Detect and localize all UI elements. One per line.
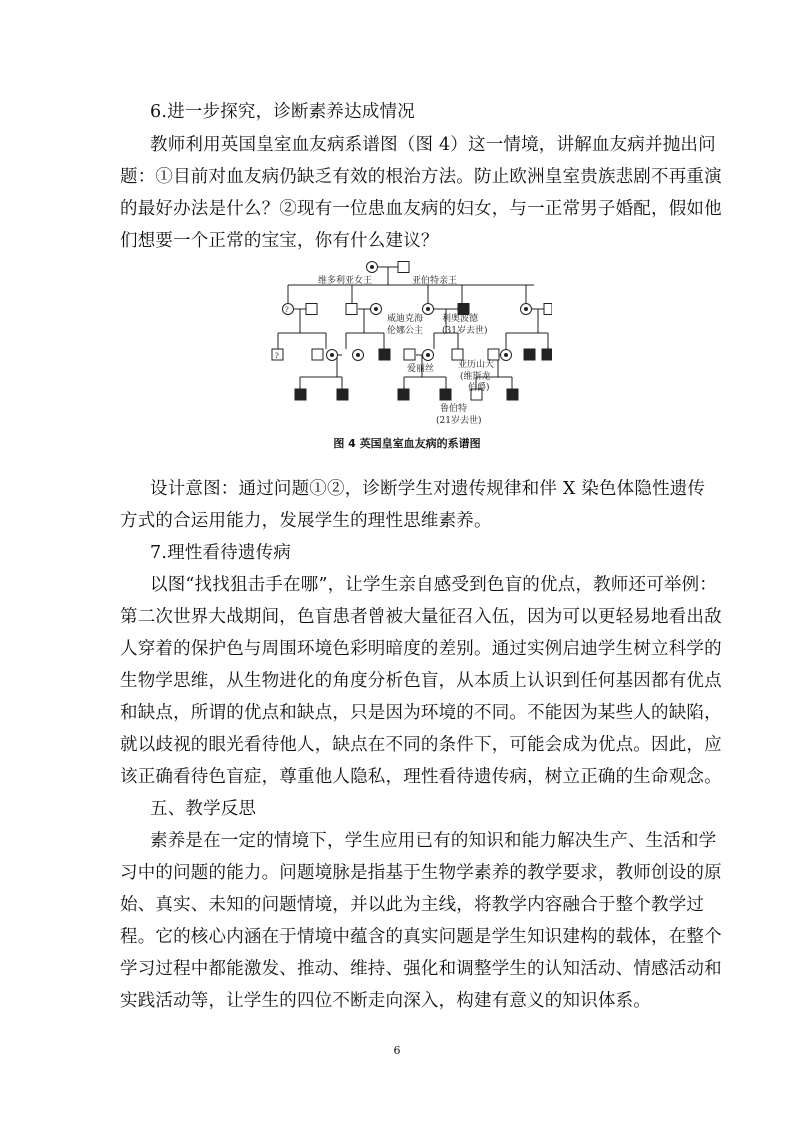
label-albert: 亚伯特亲王 xyxy=(412,276,458,286)
paragraph-line: 题：①目前对血友病仍缺乏有效的根治方法。防止欧洲皇室贵族悲剧不再重演 xyxy=(120,167,722,187)
svg-text:?: ? xyxy=(285,306,289,314)
paragraph-line: 生物学思维，从生物进化的角度分析色盲，从本质上认识到任何基因都有优点 xyxy=(120,671,722,691)
paragraph-line: 该正确看待色盲症，尊重他人隐私，理性看待遗传病，树立正确的生命观念。 xyxy=(120,767,722,787)
label-alix: 爱丽丝 xyxy=(407,364,435,374)
label-alexei-3: 伯爵) xyxy=(468,383,490,393)
page-number: 6 xyxy=(393,1044,401,1057)
pedigree-figure xyxy=(262,255,552,455)
paragraph-line: 始、真实、未知的问题情境，并以此为主线，将教学内容融合于整个教学过 xyxy=(120,895,705,915)
section-6-heading: 6.进一步探究，诊断素养达成情况 xyxy=(150,102,415,122)
label-beatrice-2: 伦娜公主 xyxy=(387,326,424,336)
label-beatrice: 威迪克海 xyxy=(387,314,424,324)
paragraph-line: 程。它的核心内涵在于情境中蕴含的真实问题是学生知识建构的载体，在整个 xyxy=(120,927,722,947)
paragraph-line: 教师利用英国皇室血友病系谱图（图 4）这一情境，讲解血友病并抛出问 xyxy=(150,135,716,155)
paragraph-line: 素养是在一定的情境下，学生应用已有的知识和能力解决生产、生活和学 xyxy=(150,831,717,851)
paragraph-line: 和缺点，所谓的优点和缺点，只是因为环境的不同。不能因为某些人的缺陷， xyxy=(120,703,722,723)
label-leopold-2: (31岁去世) xyxy=(442,326,488,336)
paragraph-line: 的最好办法是什么？②现有一位患血友病的妇女，与一正常男子婚配，假如他 xyxy=(120,199,722,219)
figure-caption: 图 4 英国皇室血友病的系谱图 xyxy=(333,437,481,450)
paragraph-line: 就以歧视的眼光看待他人，缺点在不同的条件下，可能会成为优点。因此，应 xyxy=(120,735,722,755)
label-leopold: 利奥波德 xyxy=(442,314,479,324)
paragraph-line: 第二次世界大战期间，色盲患者曾被大量征召入伍，因为可以更轻易地看出敌 xyxy=(120,607,722,627)
paragraph-line: 实践活动等，让学生的四位不断走向深入，构建有意义的知识体系。 xyxy=(120,991,651,1011)
svg-text:?: ? xyxy=(275,352,279,360)
section-5-heading: 五、教学反思 xyxy=(150,799,257,819)
paragraph-line: 以图“找找狙击手在哪”，让学生亲自感受到色盲的优点，教师还可举例： xyxy=(150,575,717,595)
label-rupert: 鲁伯特 xyxy=(440,404,468,414)
paragraph-line: 习中的问题的能力。问题境脉是指基于生物学素养的教学要求，教师创设的原 xyxy=(120,863,722,883)
paragraph-line: 方式的合运用能力，发展学生的理性思维素养。 xyxy=(120,511,492,531)
paragraph-line: 人穿着的保护色与周围环境色彩明暗度的差别。通过实例启迪学生树立科学的 xyxy=(120,639,722,659)
paragraph-line: 学习过程中都能激发、推动、维持、强化和调整学生的认知活动、情感活动和 xyxy=(120,959,722,979)
label-victoria: 维多利亚女王 xyxy=(318,276,373,286)
paragraph-line: 设计意图：通过问题①②，诊断学生对遗传规律和伴 X 染色体隐性遗传 xyxy=(150,479,706,499)
label-alexei: 亚历山大 xyxy=(458,360,495,370)
label-alexei-2: (维斯龙 xyxy=(460,372,491,382)
label-rupert-2: (21岁去世) xyxy=(436,416,482,426)
paragraph-line: 们想要一个正常的宝宝，你有什么建议？ xyxy=(120,231,439,251)
section-7-heading: 7.理性看待遗传病 xyxy=(150,543,291,563)
